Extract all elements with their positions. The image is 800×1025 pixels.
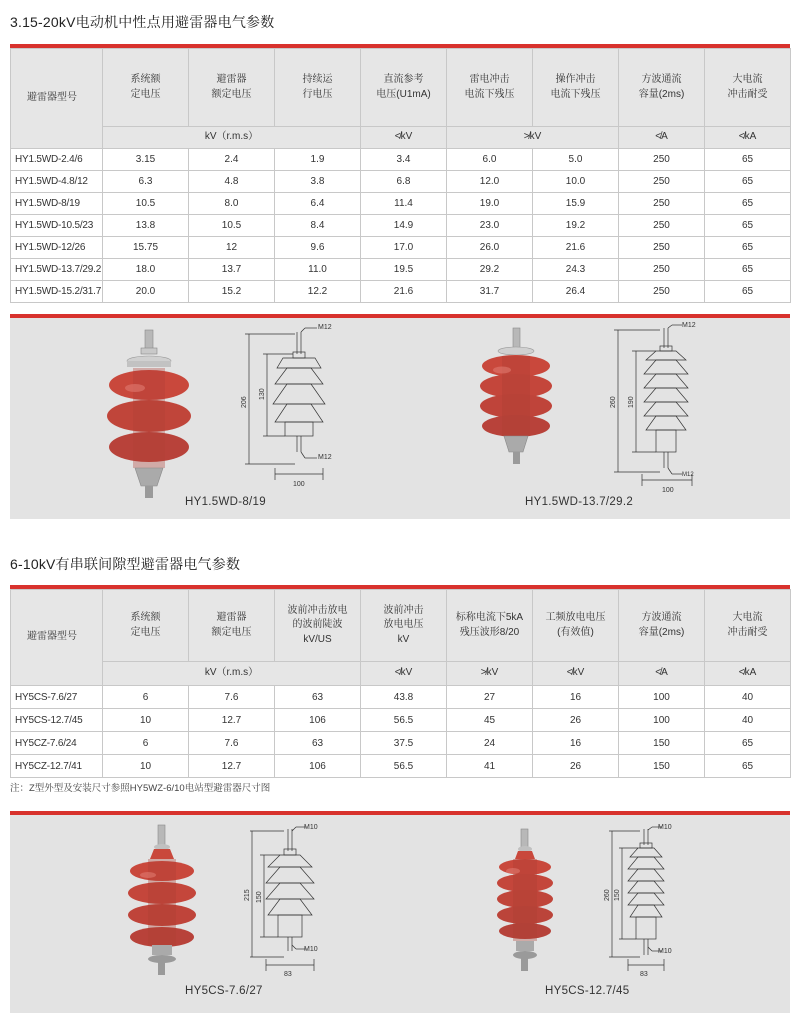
value-cell: 15.9 bbox=[533, 193, 619, 215]
value-cell: 3.4 bbox=[361, 149, 447, 171]
arrester-photo-hy15wd-13-7-29-2 bbox=[472, 326, 562, 476]
unit-max-kv: ≯kV bbox=[447, 127, 619, 149]
value-cell: 17.0 bbox=[361, 237, 447, 259]
header-high-current: 大电流 冲击耐受 bbox=[705, 590, 791, 662]
value-cell: 6 bbox=[103, 686, 189, 709]
model-cell: HY1.5WD-4.8/12 bbox=[11, 171, 103, 193]
value-cell: 20.0 bbox=[103, 281, 189, 303]
value-cell: 56.5 bbox=[361, 709, 447, 732]
value-cell: 13.8 bbox=[103, 215, 189, 237]
figure1-panel bbox=[10, 318, 790, 519]
value-cell: 41 bbox=[447, 755, 533, 778]
value-cell: 1.9 bbox=[275, 149, 361, 171]
model-cell: HY1.5WD-2.4/6 bbox=[11, 149, 103, 171]
table-row bbox=[11, 259, 791, 281]
model-cell: HY5CS-12.7/45 bbox=[11, 709, 103, 732]
section1-spec-table bbox=[10, 48, 791, 303]
header-continuous-voltage: 持续运 行电压 bbox=[275, 49, 361, 127]
table-row bbox=[11, 237, 791, 259]
value-cell: 45 bbox=[447, 709, 533, 732]
unit-min-kv: ≮kV bbox=[361, 127, 447, 149]
value-cell: 250 bbox=[619, 171, 705, 193]
model-cell: HY1.5WD-13.7/29.2 bbox=[11, 259, 103, 281]
value-cell: 4.8 bbox=[189, 171, 275, 193]
drawing-hy5cs-7-6-27 bbox=[244, 823, 330, 978]
header-model: 避雷器型号 bbox=[11, 590, 103, 686]
model-cell: HY5CS-7.6/27 bbox=[11, 686, 103, 709]
dim-inner-height: 150 bbox=[256, 891, 263, 903]
model-cell: HY1.5WD-10.5/23 bbox=[11, 215, 103, 237]
dim-total-height: 260 bbox=[610, 396, 617, 408]
value-cell: 65 bbox=[705, 215, 791, 237]
value-cell: 26.4 bbox=[533, 281, 619, 303]
value-cell: 8.0 bbox=[189, 193, 275, 215]
figure2-caption-left: HY5CS-7.6/27 bbox=[185, 985, 263, 997]
header-nominal-residual: 标称电流下5kA 残压波形8/20 bbox=[447, 590, 533, 662]
value-cell: 6.3 bbox=[103, 171, 189, 193]
dim-bottom-thread: M12 bbox=[682, 472, 694, 478]
dim-inner-height: 130 bbox=[259, 388, 266, 400]
value-cell: 26.0 bbox=[447, 237, 533, 259]
value-cell: 27 bbox=[447, 686, 533, 709]
header-system-voltage: 系统额 定电压 bbox=[103, 49, 189, 127]
model-cell: HY1.5WD-15.2/31.7 bbox=[11, 281, 103, 303]
dim-total-height: 206 bbox=[241, 396, 248, 408]
value-cell: 106 bbox=[275, 709, 361, 732]
header-lightning-residual: 雷电冲击 电流下残压 bbox=[447, 49, 533, 127]
value-cell: 6 bbox=[103, 732, 189, 755]
header-system-voltage: 系统额 定电压 bbox=[103, 590, 189, 662]
value-cell: 9.6 bbox=[275, 237, 361, 259]
table-row bbox=[11, 755, 791, 778]
value-cell: 100 bbox=[619, 709, 705, 732]
value-cell: 65 bbox=[705, 237, 791, 259]
value-cell: 24 bbox=[447, 732, 533, 755]
value-cell: 63 bbox=[275, 686, 361, 709]
value-cell: 12.7 bbox=[189, 755, 275, 778]
dim-bottom-thread: M10 bbox=[658, 948, 672, 955]
dim-top-thread: M12 bbox=[318, 324, 332, 331]
value-cell: 2.4 bbox=[189, 149, 275, 171]
value-cell: 65 bbox=[705, 171, 791, 193]
value-cell: 3.15 bbox=[103, 149, 189, 171]
value-cell: 29.2 bbox=[447, 259, 533, 281]
table-row bbox=[11, 281, 791, 303]
unit-max-kv: ≯kV bbox=[447, 662, 533, 686]
table-row bbox=[11, 171, 791, 193]
table-row bbox=[11, 709, 791, 732]
table-row bbox=[11, 732, 791, 755]
value-cell: 7.6 bbox=[189, 732, 275, 755]
dim-width: 100 bbox=[662, 487, 674, 494]
unit-min-kv-2: ≮kV bbox=[533, 662, 619, 686]
dim-width: 83 bbox=[284, 971, 292, 978]
value-cell: 12.0 bbox=[447, 171, 533, 193]
value-cell: 65 bbox=[705, 732, 791, 755]
value-cell: 65 bbox=[705, 259, 791, 281]
value-cell: 21.6 bbox=[533, 237, 619, 259]
value-cell: 12.7 bbox=[189, 709, 275, 732]
header-front-discharge: 波前冲击 放电电压 kV bbox=[361, 590, 447, 662]
dim-total-height: 260 bbox=[604, 889, 611, 901]
value-cell: 106 bbox=[275, 755, 361, 778]
value-cell: 19.0 bbox=[447, 193, 533, 215]
value-cell: 8.4 bbox=[275, 215, 361, 237]
value-cell: 65 bbox=[705, 755, 791, 778]
value-cell: 150 bbox=[619, 755, 705, 778]
drawing-hy5cs-12-7-45 bbox=[604, 823, 688, 978]
header-rated-voltage: 避雷器 额定电压 bbox=[189, 590, 275, 662]
value-cell: 24.3 bbox=[533, 259, 619, 281]
value-cell: 5.0 bbox=[533, 149, 619, 171]
arrester-photo-hy5cs-7-6-27 bbox=[122, 823, 202, 985]
figure1-caption-left: HY1.5WD-8/19 bbox=[185, 496, 266, 508]
model-cell: HY5CZ-7.6/24 bbox=[11, 732, 103, 755]
unit-min-a: ≮A bbox=[619, 662, 705, 686]
value-cell: 250 bbox=[619, 281, 705, 303]
value-cell: 11.4 bbox=[361, 193, 447, 215]
value-cell: 6.4 bbox=[275, 193, 361, 215]
value-cell: 10 bbox=[103, 755, 189, 778]
dim-top-thread: M10 bbox=[304, 824, 318, 831]
value-cell: 16 bbox=[533, 732, 619, 755]
drawing-hy15wd-8-19 bbox=[235, 324, 355, 494]
value-cell: 14.9 bbox=[361, 215, 447, 237]
value-cell: 63 bbox=[275, 732, 361, 755]
dim-top-thread: M12 bbox=[682, 322, 696, 329]
value-cell: 250 bbox=[619, 149, 705, 171]
unit-min-a: ≮A bbox=[619, 127, 705, 149]
value-cell: 16 bbox=[533, 686, 619, 709]
value-cell: 250 bbox=[619, 259, 705, 281]
value-cell: 43.8 bbox=[361, 686, 447, 709]
header-high-current: 大电流 冲击耐受 bbox=[705, 49, 791, 127]
header-square-wave: 方波通流 容量(2ms) bbox=[619, 49, 705, 127]
header-model: 避雷器型号 bbox=[11, 49, 103, 149]
section2-spec-table bbox=[10, 589, 791, 778]
unit-min-kv: ≮kV bbox=[361, 662, 447, 686]
dim-bottom-thread: M12 bbox=[318, 454, 332, 461]
value-cell: 65 bbox=[705, 149, 791, 171]
value-cell: 40 bbox=[705, 686, 791, 709]
value-cell: 15.2 bbox=[189, 281, 275, 303]
header-switching-residual: 操作冲击 电流下残压 bbox=[533, 49, 619, 127]
section2-title: 6-10kV有串联间隙型避雷器电气参数 bbox=[10, 556, 241, 572]
dim-width: 100 bbox=[293, 481, 305, 488]
figure2-caption-right: HY5CS-12.7/45 bbox=[545, 985, 630, 997]
value-cell: 15.75 bbox=[103, 237, 189, 259]
dim-top-thread: M10 bbox=[658, 824, 672, 831]
value-cell: 19.5 bbox=[361, 259, 447, 281]
dim-inner-height: 190 bbox=[628, 396, 635, 408]
table-row bbox=[11, 193, 791, 215]
unit-min-ka: ≮kA bbox=[705, 662, 791, 686]
section2-note: 注：Z型外型及安装尺寸参照HY5WZ-6/10电站型避雷器尺寸图 bbox=[10, 783, 271, 794]
value-cell: 3.8 bbox=[275, 171, 361, 193]
value-cell: 18.0 bbox=[103, 259, 189, 281]
value-cell: 6.0 bbox=[447, 149, 533, 171]
value-cell: 40 bbox=[705, 709, 791, 732]
dim-width: 83 bbox=[640, 971, 648, 978]
value-cell: 6.8 bbox=[361, 171, 447, 193]
drawing-hy15wd-13-7-29-2 bbox=[602, 322, 712, 497]
figure1-caption-right: HY1.5WD-13.7/29.2 bbox=[525, 496, 634, 508]
dim-bottom-thread: M10 bbox=[304, 946, 318, 953]
value-cell: 31.7 bbox=[447, 281, 533, 303]
value-cell: 10.0 bbox=[533, 171, 619, 193]
unit-kv-rms: kV（r.m.s） bbox=[103, 127, 361, 149]
value-cell: 12.2 bbox=[275, 281, 361, 303]
value-cell: 19.2 bbox=[533, 215, 619, 237]
value-cell: 7.6 bbox=[189, 686, 275, 709]
value-cell: 10.5 bbox=[103, 193, 189, 215]
model-cell: HY1.5WD-12/26 bbox=[11, 237, 103, 259]
section1-title: 3.15-20kV电动机中性点用避雷器电气参数 bbox=[10, 14, 275, 30]
value-cell: 21.6 bbox=[361, 281, 447, 303]
arrester-photo-hy15wd-8-19 bbox=[105, 328, 195, 508]
value-cell: 23.0 bbox=[447, 215, 533, 237]
value-cell: 150 bbox=[619, 732, 705, 755]
value-cell: 10 bbox=[103, 709, 189, 732]
header-front-steepness: 波前冲击放电 的波前陡波 kV/US bbox=[275, 590, 361, 662]
arrester-photo-hy5cs-12-7-45 bbox=[490, 827, 560, 987]
value-cell: 37.5 bbox=[361, 732, 447, 755]
value-cell: 65 bbox=[705, 193, 791, 215]
dim-total-height: 215 bbox=[244, 889, 251, 901]
table-row bbox=[11, 686, 791, 709]
figure2-panel bbox=[10, 815, 790, 1013]
dim-inner-height: 150 bbox=[614, 889, 621, 901]
value-cell: 11.0 bbox=[275, 259, 361, 281]
value-cell: 250 bbox=[619, 215, 705, 237]
table-row bbox=[11, 149, 791, 171]
header-power-freq-discharge: 工频放电电压 (有效值) bbox=[533, 590, 619, 662]
unit-min-ka: ≮kA bbox=[705, 127, 791, 149]
table-row bbox=[11, 215, 791, 237]
unit-kv-rms: kV（r.m.s） bbox=[103, 662, 361, 686]
value-cell: 12 bbox=[189, 237, 275, 259]
value-cell: 26 bbox=[533, 755, 619, 778]
value-cell: 13.7 bbox=[189, 259, 275, 281]
header-rated-voltage: 避雷器 额定电压 bbox=[189, 49, 275, 127]
value-cell: 10.5 bbox=[189, 215, 275, 237]
value-cell: 56.5 bbox=[361, 755, 447, 778]
model-cell: HY5CZ-12.7/41 bbox=[11, 755, 103, 778]
header-dc-ref-voltage: 直流参考 电压(U1mA) bbox=[361, 49, 447, 127]
value-cell: 250 bbox=[619, 193, 705, 215]
value-cell: 100 bbox=[619, 686, 705, 709]
value-cell: 250 bbox=[619, 237, 705, 259]
value-cell: 65 bbox=[705, 281, 791, 303]
header-square-wave: 方波通流 容量(2ms) bbox=[619, 590, 705, 662]
model-cell: HY1.5WD-8/19 bbox=[11, 193, 103, 215]
value-cell: 26 bbox=[533, 709, 619, 732]
